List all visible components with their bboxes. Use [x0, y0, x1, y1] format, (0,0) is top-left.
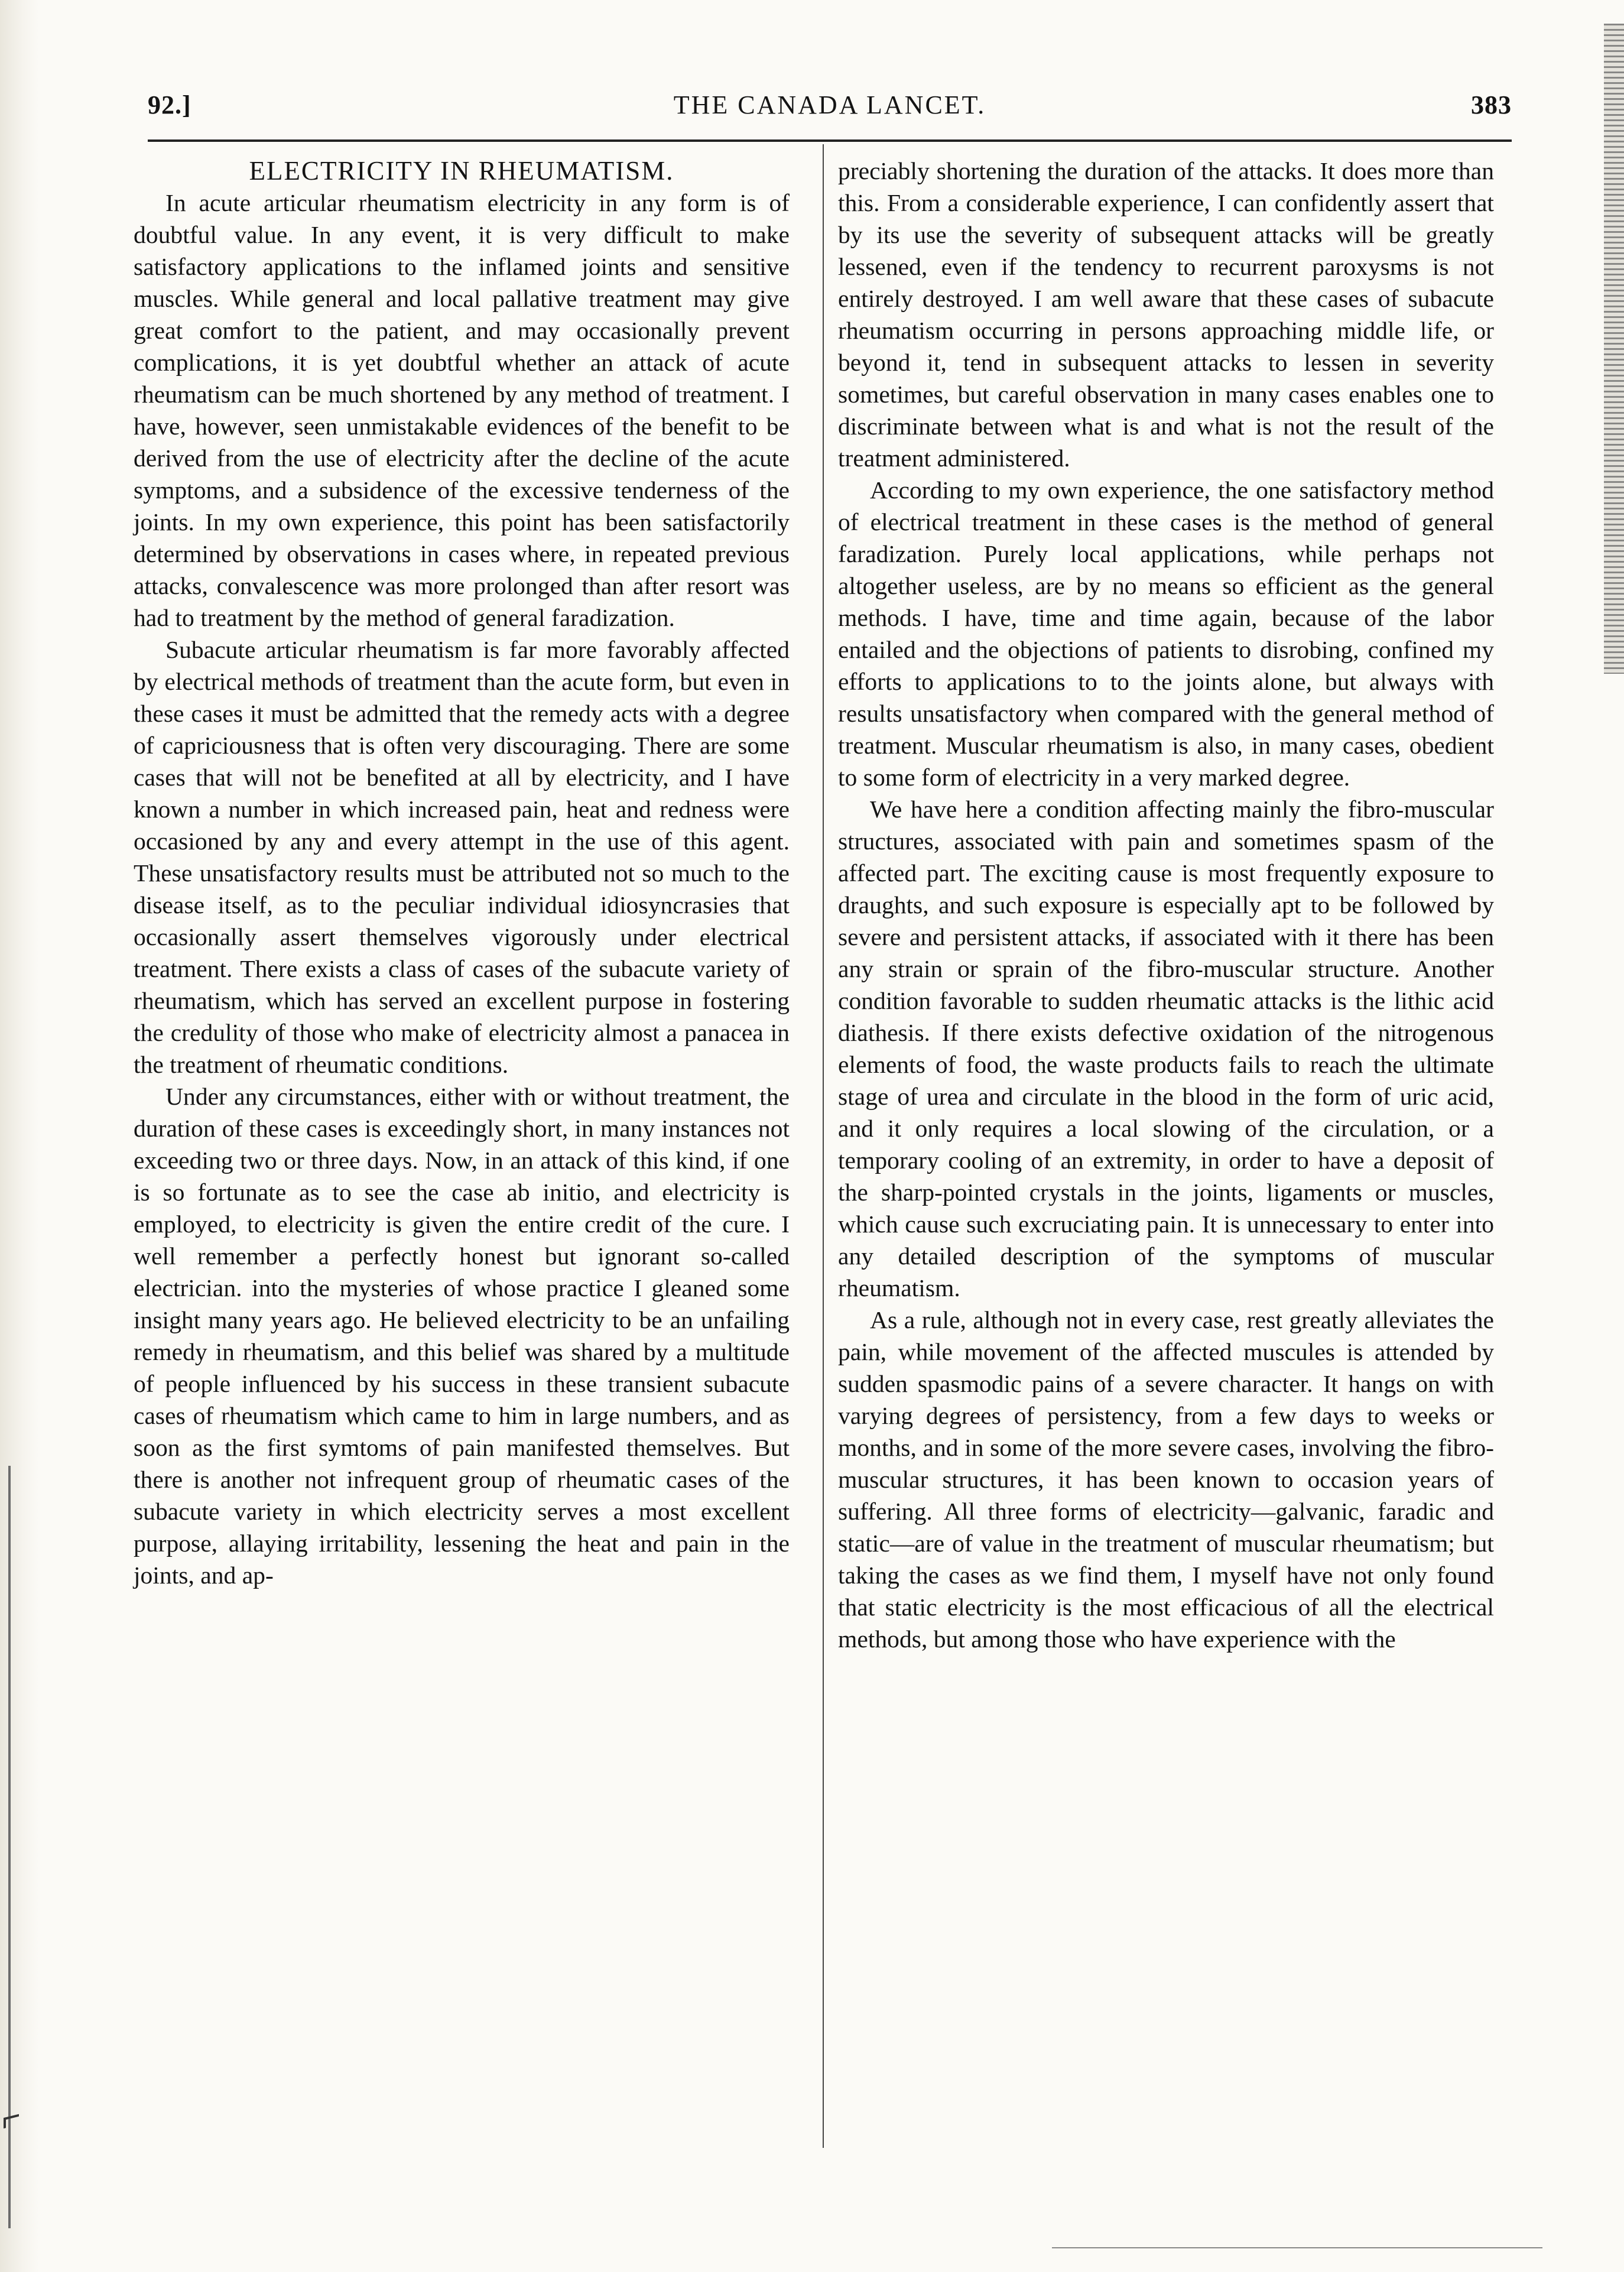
paragraph: In acute articular rheumatism electricity in any form is of doubtful value. In any event, it is very difficult to make satisfactory applications to the inflamed joints and sensitive muscles. While general and local pallative treatment may give great comfort to the patient, and may occasionally prevent complications, it is yet doubtful whether an attack of acute rheumatism can be much shortened by any method of treatment. I have, however, seen unmistakable evidences of the benefit to be derived from the use of electricity after the decline of the acute symptoms, and a subsidence of the excessive tenderness of the joints. In my own experience, this point has been satisfactorily determined by observations in cases where, in repeated previous attacks, convalescence was more prolonged than after resort was had to treatment by the method of general faradization. [134, 189, 790, 631]
column-divider [823, 144, 824, 2148]
journal-title: THE CANADA LANCET. [673, 90, 986, 119]
page-binding-shadow [0, 0, 39, 2272]
page-edge-shadow [1604, 24, 1624, 674]
paragraph: According to my own experience, the one satisfactory method of electrical treatment in these cases is the method of general faradization. Purely local applications, while perhaps not altogether useless, are by no means so efficient as the general methods. I have, time and time again, because of the labor entailed and the objections of patients to disrobing, confined my efforts to applications to to the joints alone, but always with results unsatisfactory when compared with the general method of treatment. Muscular rheumatism is also, in many cases, obedient to some form of electricity in a very marked degree. [838, 476, 1494, 791]
header-rule [148, 139, 1512, 142]
paragraph: Under any circumstances, either with or without treatment, the duration of these cases is exceedingly short, in many instances not exceeding two or three days. Now, in an attack of this kind, if one is so fortunate as to see the case ab initio, and electricity is employed, to electricity is given the entire credit of the cure. I well remember a perfectly honest but ignorant so-called electrician. into the mysteries of whose practice I gleaned some insight many years ago. He believed electricity to be an unfailing remedy in rheumatism, and this belief was shared by a multitude of people influenced by his success in these transient subacute cases of rheumatism which came to him in large numbers, and as soon as the first symtoms of pain manifested themselves. But there is another not infrequent group of rheumatic cases of the subacute variety in which electricity serves a most excellent purpose, allaying irritability, lessening the heat and pain in the joints, and ap- [134, 1083, 790, 1589]
paragraph-continuation: preciably shortening the duration of the attacks. It does more than this. From a considerable experience, I can confidently assert that by its use the severity of subsequent attacks will be greatly lessened, even if the tendency to recurrent paroxysms is not entirely destroyed. I am well aware that these cases of subacute rheumatism occurring in persons approaching middle life, or beyond it, tend in subsequent attacks to lessen in severity sometimes, but careful observation in many cases enables one to discriminate between what is and what is not the result of the treatment administered. [838, 157, 1494, 472]
issue-number: 92.] [148, 90, 191, 119]
article-title: ELECTRICITY IN RHEUMATISM. [249, 156, 674, 186]
left-column [134, 155, 790, 1591]
running-header [148, 84, 1512, 131]
page-number: 383 [1471, 90, 1512, 119]
footer-rule [1052, 2247, 1542, 2248]
right-column [838, 155, 1494, 1655]
paragraph: We have here a condition affecting mainly the fibro-muscular structures, associated with pain and sometimes spasm of the affected part. The exciting cause is most frequently exposure to draughts, and such exposure is especially apt to be followed by severe and persistent attacks, if associated with it there has been any strain or sprain of the fibro-muscular structure. Another condition favorable to sudden rheumatic attacks is the lithic acid diathesis. If there exists defective oxidation of the nitrogenous elements of food, the waste products fails to reach the ultimate stage of urea and circulate in the blood in the form of uric acid, and it only requires a local slowing of the circulation, or a temporary cooling of an extremity, in order to have a deposit of the sharp-pointed crystals in the joints, ligaments or muscles, which cause such excruciating pain. It is unnecessary to enter into any detailed description of the symptoms of muscular rheumatism. [838, 796, 1494, 1301]
binding-edge-line [8, 1466, 11, 2228]
paragraph: As a rule, although not in every case, rest greatly alleviates the pain, while movement of the affected muscules is attended by sudden spasmodic pains of a severe character. It hangs on with varying degrees of persistency, from a few days to weeks or months, and in some of the more severe cases, involving the fibro-muscular structures, it has been known to occasion years of suffering. All three forms of electricity—galvanic, faradic and static—are of value in the treatment of muscular rheumatism; but taking the cases as we find them, I myself have not only found that static electricity is the most efficacious of all the electrical methods, but among those who have experience with the [838, 1306, 1494, 1653]
paragraph: Subacute articular rheumatism is far more favorably affected by electrical methods of treatment than the acute form, but even in these cases it must be admitted that the remedy acts with a degree of capriciousness that is often very discouraging. There are some cases that will not be benefited at all by electricity, and I have known a number in which increased pain, heat and redness were occasioned by any and every attempt in the use of this agent. These unsatisfactory results must be attributed not so much to the disease itself, as to the peculiar individual idiosyncrasies that occasionally assert themselves vigorously under electrical treatment. There exists a class of cases of the subacute variety of rheumatism, which has served an excellent purpose in fostering the credulity of those who make of electricity almost a panacea in the treatment of rheumatic conditions. [134, 636, 790, 1078]
